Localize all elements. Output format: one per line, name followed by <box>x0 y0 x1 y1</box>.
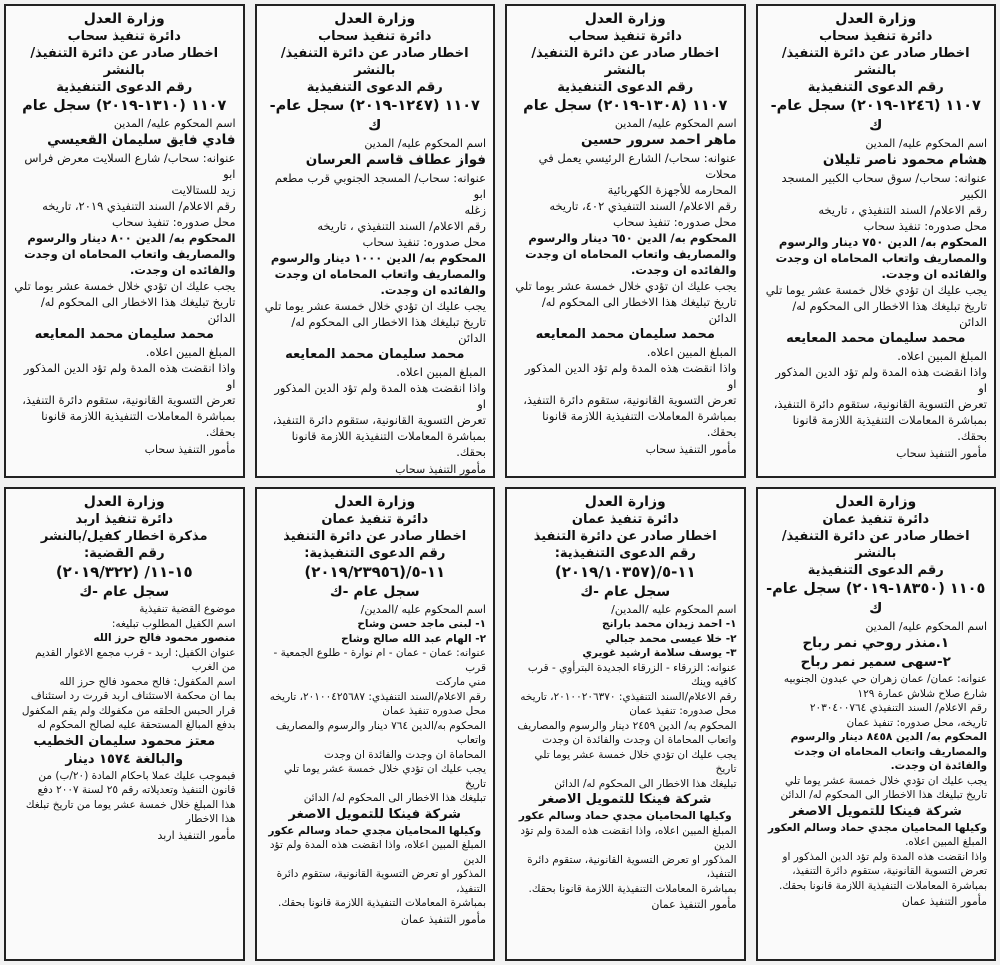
notice-line: عنوان الكفيل: اربد - قرب مجمع الاغوار القديم <box>35 646 236 659</box>
notice-line: رقم الاعلام/ السند التنفيذي ٤٠٢، تاريخه <box>549 199 737 213</box>
notice-line: واتعاب المحاماة ان وجدت والفائدة ان وجدت <box>542 734 737 746</box>
notice-amman-10357 <box>505 487 746 961</box>
closing-line: المبلغ المبين اعلاه، واذا انقضت هذه المدة ولم تؤد الدين <box>520 824 737 851</box>
officer-signature: مأمور التنفيذ عمان <box>651 898 737 911</box>
officer-signature: مأمور التنفيذ سحاب <box>645 443 737 456</box>
notice-line: والمصاريف واتعاب المحاماه ان وجدت <box>24 247 236 261</box>
notice-irbid-322 <box>4 487 245 961</box>
notice-line: والفائده ان وجدت. <box>380 283 486 297</box>
notice-line: عنوانه: سحاب/ شارع السلايت معرض فراس ابو <box>24 151 236 181</box>
notice-line: محل صدوره: تنفيذ عمان <box>629 705 737 717</box>
notice-line: المحكوم به/الدين ٧٦٤ دينار والرسوم والمصاريف واتعاب <box>275 719 486 746</box>
ministry-title: وزارة العدل <box>835 494 917 510</box>
notice-line: تاريخه، محل صدوره: تنفيذ عمان <box>846 716 987 729</box>
register-label: سجل عام -ك <box>580 584 671 600</box>
notice-line: رقم الاعلام/ السند التنفيذي ، تاريخه <box>818 203 987 217</box>
notice-line: المحكوم به/ الدين ٧٥٠ دينار والرسوم <box>778 235 987 249</box>
closing-line: المذكور او تعرض التسوية القانونية، ستقوم دائرة التنفيذ، <box>276 868 486 895</box>
officer-signature: مأمور التنفيذ عمان <box>901 895 987 908</box>
creditor-name: معتز محمود سليمان الخطيب <box>33 733 216 749</box>
closing-line: تعرض التسوية القانونية، ستقوم دائرة التنفيذ، <box>792 865 987 877</box>
case-number: ١١٠٥ (١٨٣٥٠-٢٠١٩) سجل عام-ك <box>766 581 986 617</box>
notice-type: اخطار صادر عن دائرة التنفيذ/بالنشر <box>30 46 219 78</box>
notice-line: والمصاريف واتعاب المحاماه ان وجدت <box>775 251 987 265</box>
creditor-agents: وكيلها المحاميان مجدي حماد وسالم عكور <box>518 810 732 822</box>
closing-line: بمباشرة المعاملات التنفيذية اللازمة قانونا بحقك. <box>792 413 987 443</box>
case-number: ١١٠٧ (١٣٠٨-٢٠١٩) سجل عام <box>523 98 728 114</box>
closing-line: تعرض التسوية القانونية، ستقوم دائرة التنفيذ، <box>22 393 236 407</box>
creditor-name: محمد سليمان محمد المعايعه <box>786 331 966 346</box>
notice-type: اخطار صادر عن دائرة التنفيذ <box>533 529 717 544</box>
notice-line: يجب عليك ان تؤدي خلال خمسة عشر يوما تلي <box>515 279 737 293</box>
notice-line: والمصاريف واتعاب المحاماه ان وجدت <box>274 267 486 281</box>
creditor-name: محمد سليمان محمد المعايعه <box>34 327 214 342</box>
debtor-name: ٢- الهام عبد الله صالح وشاح <box>341 632 486 645</box>
closing-line: واذا انقضت هذه المدة ولم تؤد الدين المذكور او <box>524 361 737 391</box>
closing-line: قانون التنفيذ وتعديلاته رقم ٢٥ لسنة ٢٠٠٧ دفع <box>37 784 236 796</box>
notice-line: يجب عليك ان تؤدي خلال خمسة عشر يوما تلي تاريخ <box>283 763 486 790</box>
closing-line: تعرض التسوية القانونية، ستقوم دائرة التنفيذ، <box>523 393 737 407</box>
notice-sahab-1308 <box>505 4 746 478</box>
notice-line: رقم الاعلام/ السند التنفيذي ، تاريخه <box>317 219 486 233</box>
notice-line: المحاماة ان وجدت والفائدة ان وجدت <box>324 748 486 761</box>
register-label: سجل عام -ك <box>79 584 170 600</box>
officer-signature: مأمور التنفيذ سحاب <box>395 463 486 476</box>
closing-line: المبلغ المبين اعلاه، واذا انقضت هذه المدة ولم تؤد الدين <box>269 839 486 866</box>
closing-line: المذكور او تعرض التسوية القانونية، ستقوم دائرة التنفيذ، <box>527 853 737 880</box>
department-title: دائرة تنفيذ عمان <box>321 512 429 527</box>
debtor-label: اسم المحكوم عليه/ المدين <box>865 620 987 633</box>
notices-grid <box>4 4 996 961</box>
debtor-name: ماهر احمد سرور حسين <box>581 132 737 148</box>
debtor-name: ١- احمد زيدان محمد بارانج <box>602 618 737 630</box>
case-number: ١١-٥/(٢٠١٩/١٠٣٥٧) <box>554 563 696 581</box>
closing-line: بمباشرة المعاملات التنفيذية اللازمة قانونا بحقك. <box>779 879 987 892</box>
closing-line: المبلغ المبين اعلاه. <box>905 836 987 848</box>
notice-line: والفائده ان وجدت. <box>630 263 737 277</box>
officer-signature: مأمور التنفيذ سحاب <box>896 447 987 460</box>
notice-line: محل صدوره تنفيذ عمان <box>382 705 486 717</box>
notice-line: والمصاريف واتعاب المحاماه ان وجدت <box>793 745 987 758</box>
notice-line: عنوانه: سحاب/ المسجد الجنوبي قرب مطعم ابو <box>274 171 486 201</box>
notice-line: رقم الاعلام/السند التنفيذي: ٢٠١٠٠٤٢٥٦٨٧، تاريخه <box>269 690 486 703</box>
notice-line: محل صدوره: تنفيذ سحاب <box>613 215 737 229</box>
case-label: رقم الدعوى التنفيذية: <box>304 546 446 561</box>
notice-line: رقم الاعلام/ السند التنفيذي ٢٠١٩، تاريخه <box>42 199 236 213</box>
department-title: دائرة تنفيذ سحاب <box>67 29 181 44</box>
closing-line: فبموجب عليك عملا باحكام المادة (٢٠/ب) من <box>38 769 236 782</box>
notice-line: يجب عليك ان تؤدي خلال خمسة عشر يوما تلي <box>765 283 987 297</box>
officer-signature: مأمور التنفيذ اربد <box>157 828 236 842</box>
notice-line: والفائده ان وجدت. <box>129 263 236 277</box>
notice-line: عنوانه: عمان - عمان - ام نوارة - طلوع الجمعية - قرب <box>273 647 486 674</box>
notice-line: والفائده ان وجدت. <box>881 267 987 281</box>
closing-line: واذا انقضت هذه المدة ولم تؤد الدين المذكور او <box>782 850 987 863</box>
notice-line: موضوع القضية تنفيذية <box>139 603 236 615</box>
closing-line: واذا انقضت هذه المدة ولم تؤد الدين المذكور او <box>23 361 236 391</box>
debtor-name: ٢- خلا عيسى محمد جبالي <box>605 632 737 645</box>
register-label: سجل عام -ك <box>329 584 420 600</box>
notice-line: رقم الاعلام/ السند التنفيذي ٢٠٣٠٤٠٠٧٦٤ <box>809 702 987 714</box>
officer-signature: مأمور التنفيذ عمان <box>400 912 486 926</box>
guarantor-name: منصور محمود فالح حرز الله <box>93 632 236 644</box>
ministry-title: وزارة العدل <box>334 11 416 27</box>
notice-line: تبليغك هذا الاخطار الى المحكوم له/ الدائن <box>554 777 737 790</box>
closing-line: بمباشرة المعاملات التنفيذية اللازمة قانونا بحقك. <box>528 882 737 895</box>
closing-line: واذا انقضت هذه المدة ولم تؤد الدين المذكور او <box>775 365 987 395</box>
notice-line: والفائدة ان وجدت. <box>890 760 987 772</box>
notice-line: يجب عليك ان تؤدي خلال خمسة عشر يوما تلي <box>14 279 236 293</box>
notice-line: عنوانه: عمان/ عمان زهران حي عبدون الجنوبيه <box>783 673 987 685</box>
ministry-title: وزارة العدل <box>584 11 666 27</box>
case-label: رقم الدعوى التنفيذية <box>807 80 944 95</box>
notice-line: شارع صلاح شلاش عمارة ١٢٩ <box>857 687 987 700</box>
notice-type: اخطار صادر عن دائرة التنفيذ <box>283 529 467 544</box>
notice-amman-23956 <box>255 487 496 961</box>
notice-line: اسم الكفيل المطلوب تبليغه: <box>111 617 236 630</box>
notice-type: مذكرة اخطار كفيل/بالنشر <box>40 529 208 544</box>
case-number: ١١٠٧ (١٣١٠-٢٠١٩) سجل عام <box>22 98 227 114</box>
notice-line: بدفع المبالغ المستحقة عليه لصالح المحكوم له <box>37 719 236 731</box>
notice-line: والمصاريف واتعاب المحاماه ان وجدت <box>525 247 737 261</box>
notice-line: عنوانه: سحاب/ سوق سحاب الكبير المسجد الكبير <box>781 171 987 201</box>
debtor-label: اسم المحكوم عليه/ المدين <box>614 117 737 130</box>
department-title: دائرة تنفيذ سحاب <box>318 29 432 44</box>
notice-line: المحكوم به/ الدين ١٠٠٠ دينار والرسوم <box>270 251 486 265</box>
closing-line: بمباشرة المعاملات التنفيذية اللازمة قانونا بحقك. <box>278 897 486 909</box>
closing-line: بمباشرة المعاملات التنفيذية اللازمة قانونا بحقك. <box>41 409 236 439</box>
case-label: رقم القضية: <box>83 546 165 561</box>
notice-amman-18350 <box>756 487 997 961</box>
closing-line: بمباشرة المعاملات التنفيذية اللازمة قانونا بحقك. <box>291 429 486 459</box>
debtor-name: ١- لبنى ماجد حسن وشاح <box>357 618 486 630</box>
closing-line: تعرض التسوية القانونية، ستقوم دائرة التنفيذ، <box>272 413 486 427</box>
notice-line: محل صدوره: تنفيذ سحاب <box>863 219 987 233</box>
creditor-agents: وكيلها المحاميان مجدي حماد وسالم العكور <box>767 821 987 834</box>
notice-line: تبليغك هذا الاخطار الى المحكوم له/ الدائن <box>303 792 486 804</box>
closing-line: بمباشرة المعاملات التنفيذية اللازمة قانونا بحقك. <box>542 409 737 439</box>
notice-line: يجب عليك ان تؤدي خلال خمسة عشر يوما تلي <box>784 774 987 787</box>
ministry-title: وزارة العدل <box>83 494 165 510</box>
debtor-name: هشام محمود ناصر تليلان <box>822 152 987 168</box>
closing-line: هذا المبلغ خلال خمسة عشر يوما من تاريخ تبلغك <box>25 798 236 811</box>
notice-line: تاريخ تبليغك هذا الاخطار الى المحكوم له/ الدائن <box>541 295 737 325</box>
notice-line: تاريخ تبليغك هذا الاخطار الى المحكوم له/ الدائن <box>792 299 987 329</box>
notice-line: تاريخ تبليغك هذا الاخطار الى المحكوم له/ الدائن <box>291 315 486 345</box>
case-label: رقم الدعوى التنفيذية <box>807 563 944 578</box>
creditor-name: شركة فينكا للتمويل الاصغر <box>539 792 712 807</box>
closing-line: المبلغ المبين اعلاه. <box>396 365 486 379</box>
notice-sahab-1247 <box>255 4 496 478</box>
creditor-name: محمد سليمان محمد المعايعه <box>535 327 715 342</box>
closing-line: تعرض التسوية القانونية، ستقوم دائرة التنفيذ، <box>773 397 987 411</box>
closing-line: المبلغ المبين اعلاه. <box>897 349 987 363</box>
debtor-label: اسم المحكوم عليه/ المدين <box>865 137 987 150</box>
notice-line: المحكوم به/ الدين ٢٤٥٩ دينار والرسوم والمصاريف <box>517 719 737 732</box>
notice-line: يجب عليك ان تؤدي خلال خمسة عشر يوما تلي تاريخ <box>534 748 737 775</box>
ministry-title: وزارة العدل <box>334 494 416 510</box>
debtor-name: ١.منذر روحي نمر رباح <box>802 635 950 651</box>
closing-line: المبلغ المبين اعلاه. <box>145 345 236 359</box>
notice-line: تاريخ تبليغك هذا الاخطار الى المحكوم له/ الدائن <box>780 789 987 801</box>
notice-line: عنوانه: الزرقاء - الزرقاء الجديدة البترأوي - قرب <box>527 661 737 674</box>
amount-due: والبالغة ١٥٧٤ دينار <box>65 751 184 767</box>
creditor-name: محمد سليمان محمد المعايعه <box>285 347 465 362</box>
notice-type: اخطار صادر عن دائرة التنفيذ/بالنشر <box>781 46 970 78</box>
notice-line: زيد للستالايت <box>171 183 236 197</box>
case-label: رقم الدعوى التنفيذية <box>56 80 193 95</box>
ministry-title: وزارة العدل <box>835 11 917 27</box>
notice-line: محل صدوره: تنفيذ سحاب <box>112 215 236 229</box>
notice-type: اخطار صادر عن دائرة التنفيذ/بالنشر <box>280 46 469 78</box>
notice-line: محل صدوره: تنفيذ سحاب <box>362 235 486 249</box>
notice-line: المحكوم به/ الدين ٨٤٥٨ دينار والرسوم <box>790 731 987 743</box>
creditor-name: شركة فينكا للتمويل الاصغر <box>288 806 461 822</box>
notice-line: تاريخ تبليغك هذا الاخطار الى المحكوم له/ الدائن <box>40 295 236 325</box>
debtor-name: فادي فايق سليمان القعيسي <box>47 132 236 148</box>
notice-line: قرار الحبس الحلقه من مكفولك ولم يقم المكفول <box>21 704 236 717</box>
case-number: ١١٠٧ (١٢٤٦-٢٠١٩) سجل عام-ك <box>770 98 981 134</box>
debtor-label: اسم المحكوم عليه/ المدين <box>113 117 236 130</box>
case-label: رقم الدعوى التنفيذية <box>306 80 443 95</box>
notice-line: المحكوم به/ الدين ٦٥٠ دينار والرسوم <box>528 231 737 245</box>
notice-sahab-1246 <box>756 4 997 478</box>
debtor-name: ٢-سهى سمير نمر رباح <box>800 654 951 670</box>
notice-line: كافيه وينك <box>691 676 737 688</box>
debtor-label: اسم المحكوم عليه /المدين/ <box>360 603 486 616</box>
case-label: رقم الدعوى التنفيذية <box>557 80 694 95</box>
notice-line: مني ماركت <box>435 676 486 688</box>
department-title: دائرة تنفيذ سحاب <box>568 29 682 44</box>
notice-line: رقم الاعلام/السند التنفيذي: ٢٠١٠٠٢٠٦٣٧٠، تاريخه <box>520 690 737 703</box>
notice-line: المحكوم به/ الدين ٨٠٠ دينار والرسوم <box>27 231 236 245</box>
case-label: رقم الدعوى التنفيذية: <box>554 546 696 561</box>
ministry-title: وزارة العدل <box>83 11 165 27</box>
notice-line: يجب عليك ان تؤدي خلال خمسة عشر يوما تلي <box>264 299 486 313</box>
ministry-title: وزارة العدل <box>584 494 666 510</box>
case-number: ١١-٥/(٢٠١٩/٢٣٩٥٦) <box>304 563 446 581</box>
closing-line: واذا انقضت هذه المدة ولم تؤد الدين المذكور او <box>274 381 486 411</box>
notice-line: من الغرب <box>191 661 236 673</box>
creditor-name: شركة فينكا للتمويل الاصغر <box>789 803 962 819</box>
notice-line: عنوانه: سحاب/ الشارع الرئيسي يعمل في محلات <box>538 151 737 181</box>
closing-line: المبلغ المبين اعلاه. <box>646 345 737 359</box>
notice-type: اخطار صادر عن دائرة التنفيذ/بالنشر <box>531 46 720 78</box>
debtor-label: اسم المحكوم عليه /المدين/ <box>611 603 737 616</box>
notice-line: المحارمه للأجهزة الكهربائية <box>607 183 737 197</box>
closing-line: هذا الاخطار <box>185 813 236 825</box>
officer-signature: مأمور التنفيذ سحاب <box>144 443 236 456</box>
notice-line: اسم المكفول: فالح محمود فالح حرز الله <box>59 675 236 688</box>
case-number: ١١٠٧ (١٢٤٧-٢٠١٩) سجل عام-ك <box>269 98 480 134</box>
debtor-label: اسم المحكوم عليه/ المدين <box>364 137 486 150</box>
debtor-name: ٣- يوسف سلامة ارشيد غويري <box>582 647 737 659</box>
debtor-name: فواز عطاف قاسم العرسان <box>305 152 486 168</box>
department-title: دائرة تنفيذ سحاب <box>819 29 933 44</box>
department-title: دائرة تنفيذ اربد <box>75 512 173 527</box>
notice-line: زغله <box>464 203 486 217</box>
notice-line: بما ان محكمة الاستئناف اربد قررت رد استئناف <box>30 690 236 702</box>
department-title: دائرة تنفيذ عمان <box>822 512 930 527</box>
notice-sahab-1310 <box>4 4 245 478</box>
department-title: دائرة تنفيذ عمان <box>571 512 679 527</box>
case-number: ١٥-١١/ (٢٠١٩/٣٢٢) <box>55 563 193 581</box>
notice-type: اخطار صادر عن دائرة التنفيذ/بالنشر <box>781 529 970 561</box>
creditor-agents: وكيلها المحاميان مجدي حماد وسالم عكور <box>268 824 482 837</box>
